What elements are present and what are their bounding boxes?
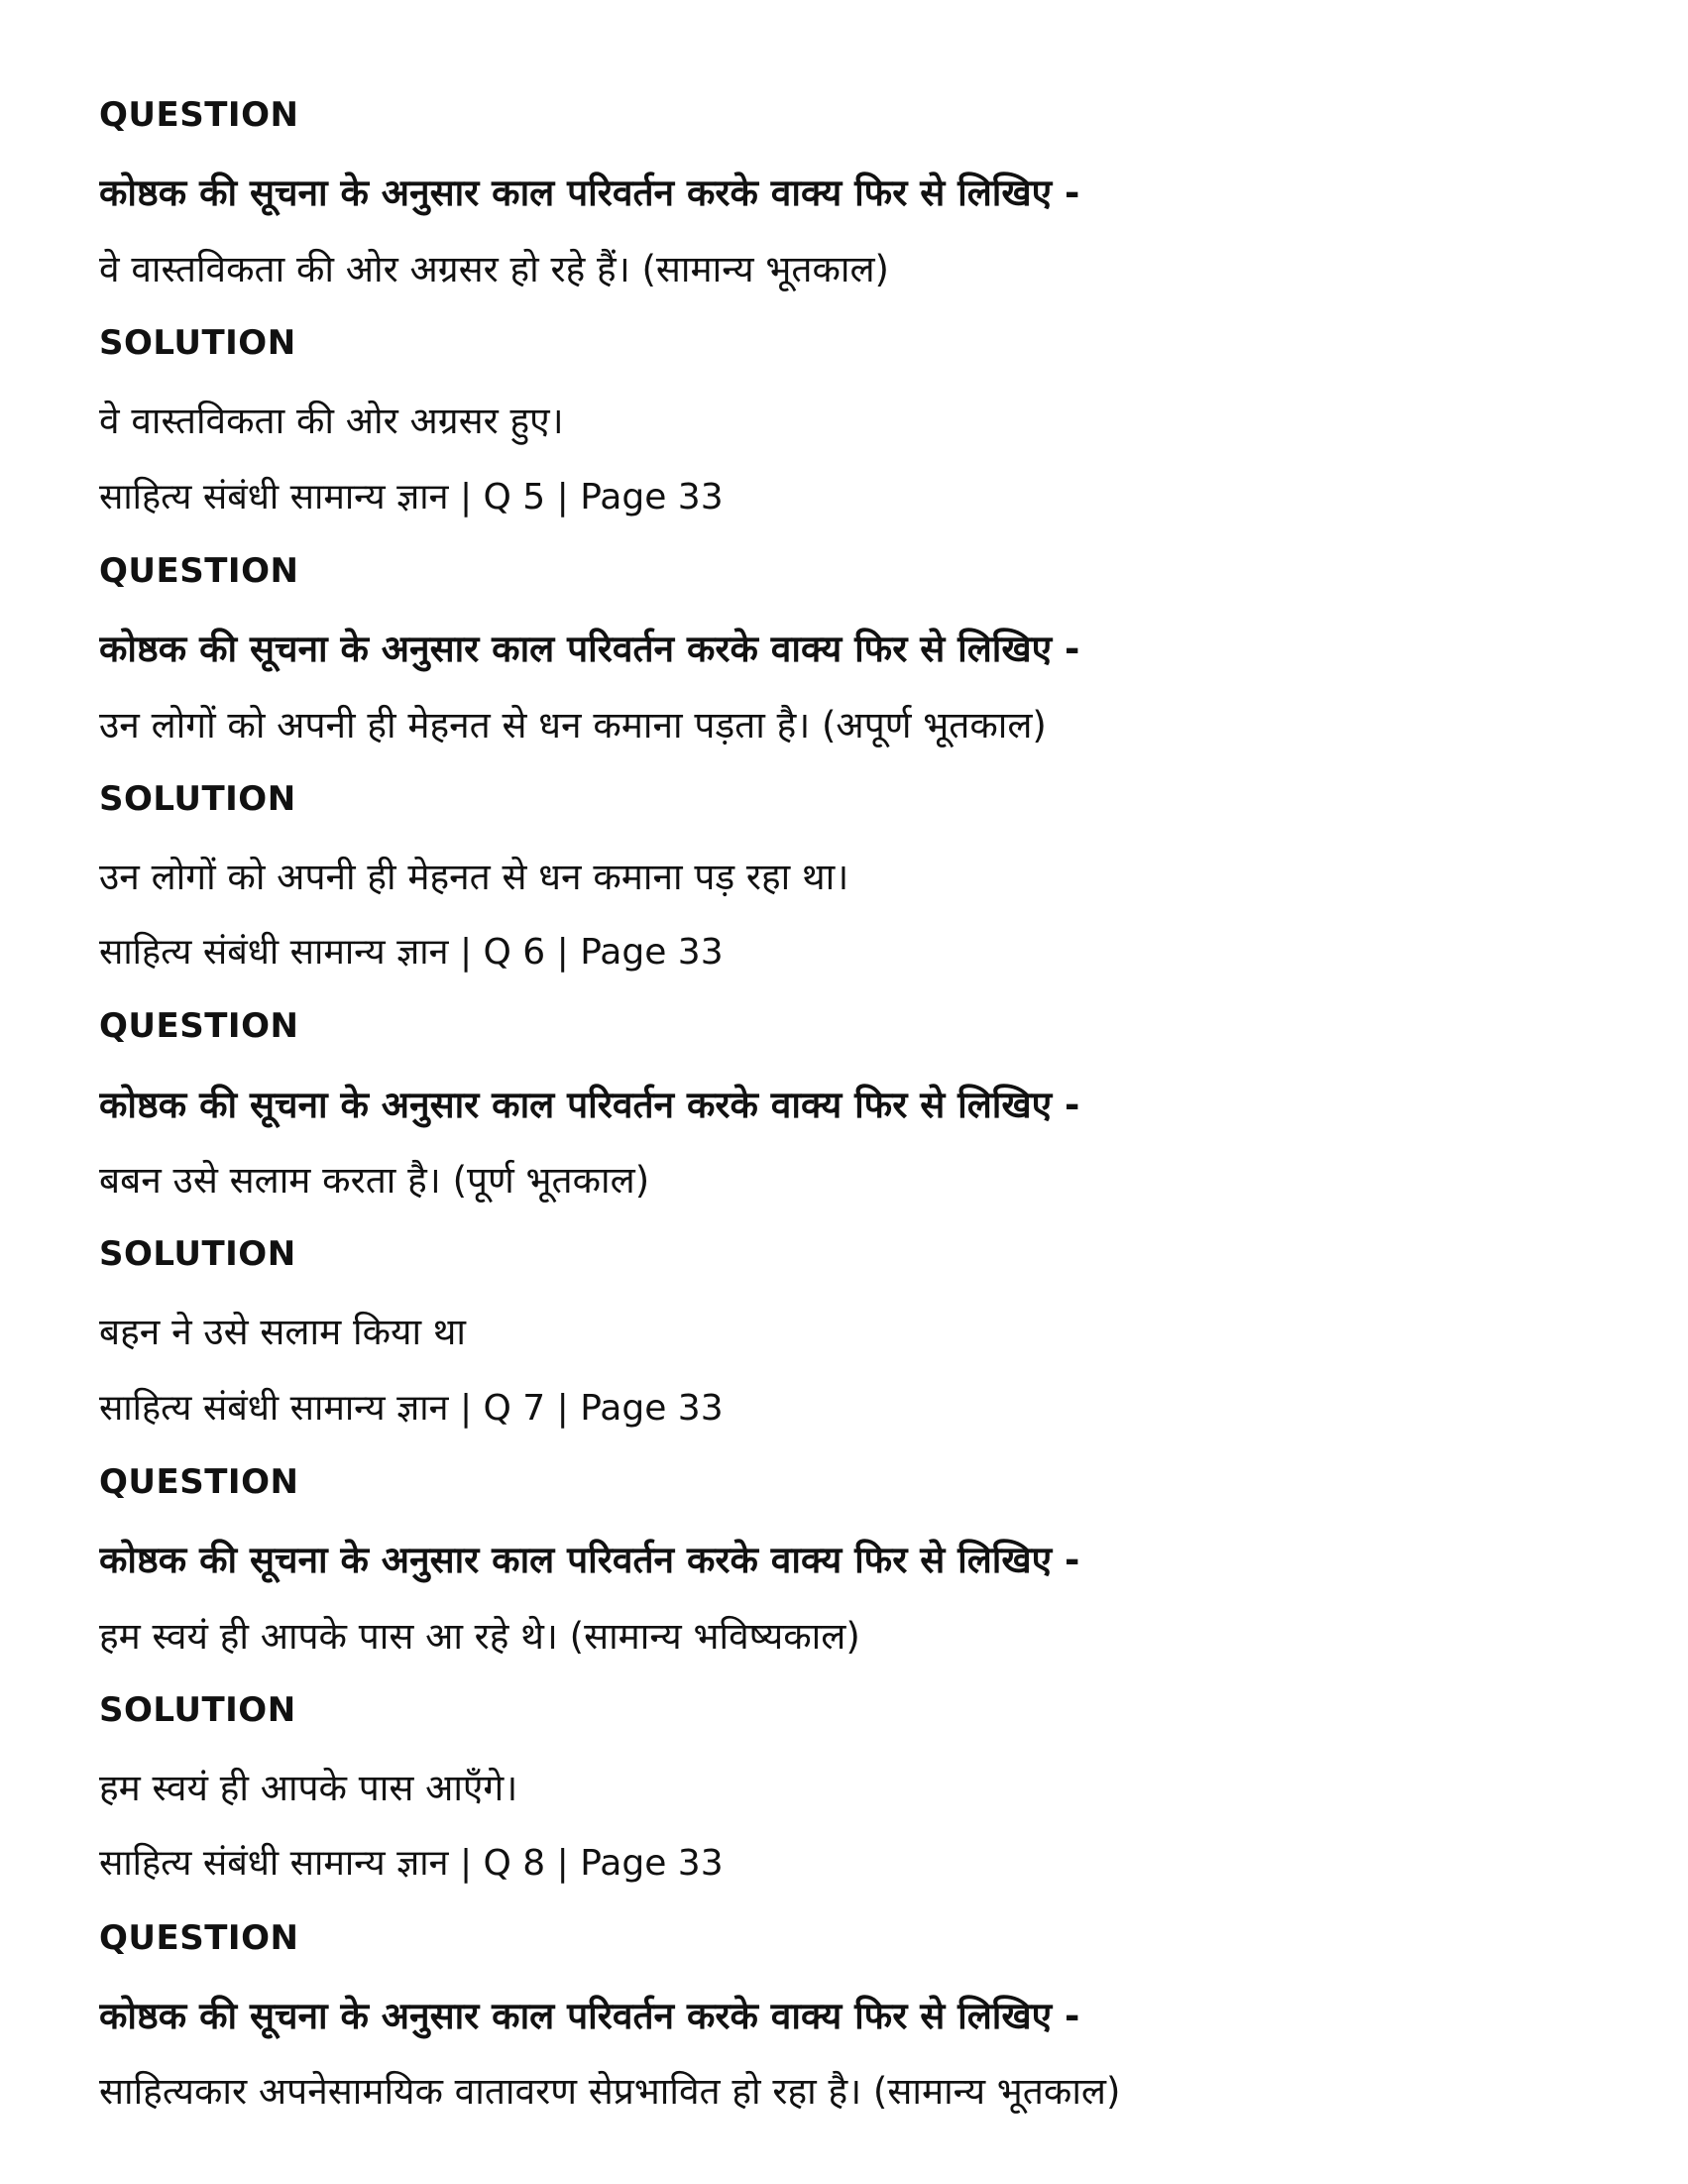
- question-instruction: कोष्ठक की सूचना के अनुसार काल परिवर्तन करके वाक्य फिर से लिखिए -: [99, 1994, 1080, 2037]
- solution-label: SOLUTION: [99, 1234, 296, 1275]
- solution-label: SOLUTION: [99, 323, 296, 364]
- question-text: वे वास्तविकता की ओर अग्रसर हो रहे हैं। (सामान्य भूतकाल): [99, 247, 889, 290]
- question-reference: साहित्य संबंधी सामान्य ज्ञान | Q 6 | Page 33: [99, 932, 724, 974]
- question-label: QUESTION: [99, 1461, 299, 1502]
- question-text: साहित्यकार अपनेसामयिक वातावरण सेप्रभावित हो रहा है। (सामान्य भूतकाल): [99, 2070, 1121, 2114]
- question-label: QUESTION: [99, 95, 299, 136]
- solution-label: SOLUTION: [99, 778, 296, 819]
- document-page: [99, 77, 1645, 2127]
- question-label: QUESTION: [99, 1917, 299, 1958]
- question-instruction: कोष्ठक की सूचना के अनुसार काल परिवर्तन करके वाक्य फिर से लिखिए -: [99, 1083, 1080, 1126]
- question-text: बबन उसे सलाम करता है। (पूर्ण भूतकाल): [99, 1159, 650, 1203]
- question-text: हम स्वयं ही आपके पास आ रहे थे। (सामान्य भविष्यकाल): [99, 1614, 860, 1658]
- solution-text: उन लोगों को अपनी ही मेहनत से धन कमाना पड़ रहा था।: [99, 855, 849, 898]
- question-reference: साहित्य संबंधी सामान्य ज्ञान | Q 7 | Page 33: [99, 1387, 724, 1429]
- question-instruction: कोष्ठक की सूचना के अनुसार काल परिवर्तन करके वाक्य फिर से लिखिए -: [99, 627, 1080, 670]
- question-label: QUESTION: [99, 550, 299, 591]
- question-text: उन लोगों को अपनी ही मेहनत से धन कमाना पड़ता है। (अपूर्ण भूतकाल): [99, 703, 1047, 747]
- question-reference: साहित्य संबंधी सामान्य ज्ञान | Q 5 | Page 33: [99, 476, 724, 517]
- question-reference: साहित्य संबंधी सामान्य ज्ञान | Q 8 | Page 33: [99, 1843, 724, 1885]
- solution-text: हम स्वयं ही आपके पास आएँगे।: [99, 1766, 518, 1809]
- solution-text: बहन ने उसे सलाम किया था: [99, 1311, 467, 1354]
- solution-label: SOLUTION: [99, 1689, 296, 1730]
- question-instruction: कोष्ठक की सूचना के अनुसार काल परिवर्तन करके वाक्य फिर से लिखिए -: [99, 1539, 1080, 1582]
- solution-text: वे वास्तविकता की ओर अग्रसर हुए।: [99, 400, 564, 443]
- question-instruction: कोष्ठक की सूचना के अनुसार काल परिवर्तन करके वाक्य फिर से लिखिए -: [99, 172, 1080, 215]
- question-label: QUESTION: [99, 1006, 299, 1047]
